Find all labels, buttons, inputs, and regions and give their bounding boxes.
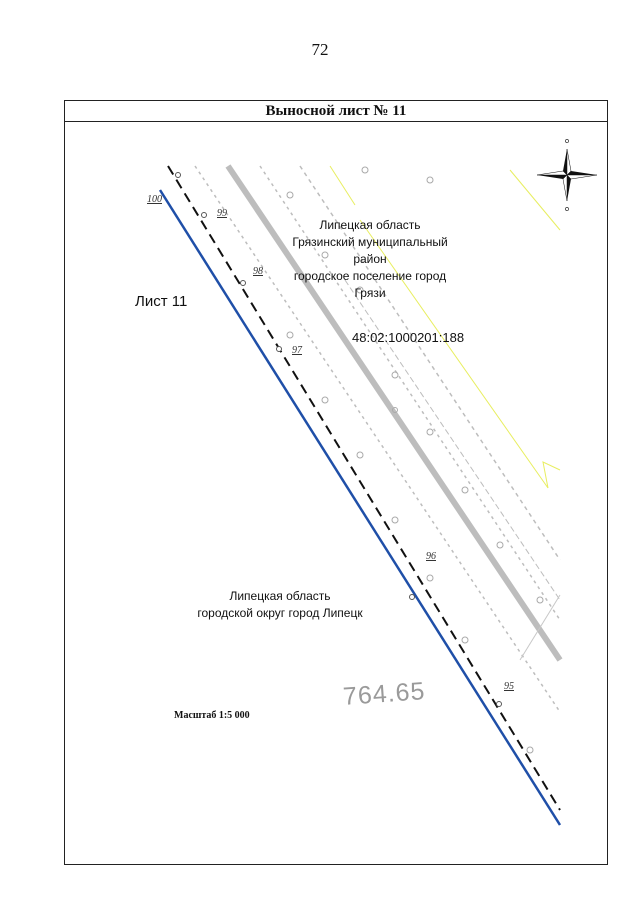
north-region-line-1: Липецкая область bbox=[319, 218, 421, 232]
point-label-98: 98 bbox=[253, 266, 263, 277]
point-label-100: 100 bbox=[147, 194, 162, 205]
north-region-line-3: городское поселение город Грязи bbox=[293, 269, 447, 300]
north-region-line-2: Грязинский муниципальный район bbox=[292, 235, 448, 266]
point-label-97: 97 bbox=[292, 345, 302, 356]
plot-outline bbox=[330, 166, 560, 488]
point-label-96: 96 bbox=[426, 551, 436, 562]
scale-label: Масштаб 1:5 000 bbox=[174, 710, 250, 721]
point-label-99: 99 bbox=[217, 208, 227, 219]
north-region-label bbox=[280, 217, 460, 302]
compass-rose-icon bbox=[537, 139, 597, 210]
cadastral-number: 48:02:1000201:188 bbox=[352, 330, 465, 345]
south-region-line-1: Липецкая область bbox=[229, 589, 331, 603]
segment-length-label: 764.65 bbox=[342, 677, 427, 711]
sheet-title: Выносной лист № 11 bbox=[65, 101, 607, 122]
south-region-line-2: городской округ город Липецк bbox=[197, 606, 363, 620]
sheet-label: Лист 11 bbox=[135, 293, 188, 310]
point-label-95: 95 bbox=[504, 681, 514, 692]
south-region-label bbox=[190, 588, 370, 622]
page-number: 72 bbox=[311, 40, 329, 59]
